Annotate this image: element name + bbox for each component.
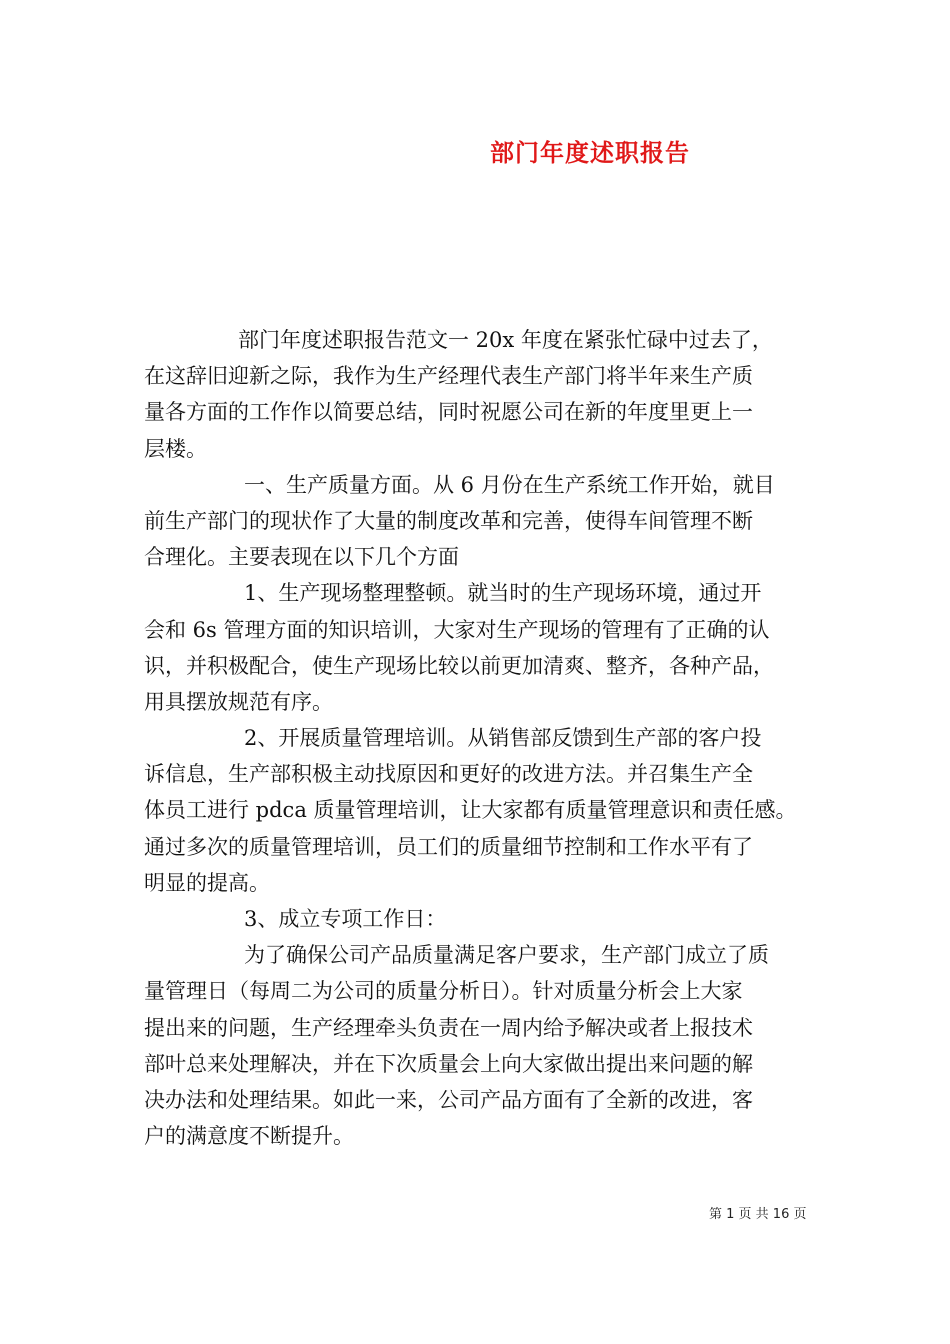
paragraph-line: 量各方面的工作作以简要总结，同时祝愿公司在新的年度里更上一 — [144, 400, 753, 425]
paragraph-line: 一、生产质量方面。从 6 月份在生产系统工作开始，就目 — [244, 472, 775, 497]
paragraph-line: 1、生产现场整理整顿。就当时的生产现场环境，通过开 — [244, 581, 762, 606]
paragraph-line: 诉信息，生产部积极主动找原因和更好的改进方法。并召集生产全 — [144, 762, 753, 787]
paragraph-line: 通过多次的质量管理培训，员工们的质量细节控制和工作水平有了 — [144, 834, 753, 859]
paragraph-line: 量管理日（每周二为公司的质量分析日）。针对质量分析会上大家 — [144, 979, 743, 1004]
paragraph-line: 在这辞旧迎新之际，我作为生产经理代表生产部门将半年来生产质 — [144, 364, 753, 389]
paragraph-line: 为了确保公司产品质量满足客户要求，生产部门成立了质 — [244, 943, 769, 968]
page-number: 第 1 页 共 16 页 — [709, 1207, 807, 1222]
paragraph-line: 部叶总来处理解决，并在下次质量会上向大家做出提出来问题的解 — [144, 1051, 753, 1076]
paragraph-line: 合理化。主要表现在以下几个方面 — [144, 545, 459, 570]
paragraph-line: 用具摆放规范有序。 — [144, 689, 333, 714]
document-title: 部门年度述职报告 — [490, 139, 690, 167]
paragraph-line: 会和 6s 管理方面的知识培训，大家对生产现场的管理有了正确的认 — [144, 617, 770, 642]
paragraph-line: 层楼。 — [144, 436, 207, 461]
paragraph-line: 体员工进行 pdca 质量管理培训，让大家都有质量管理意识和责任感。 — [144, 798, 797, 823]
paragraph-line: 识，并积极配合，使生产现场比较以前更加清爽、整齐，各种产品， — [144, 653, 774, 678]
paragraph-line: 户的满意度不断提升。 — [144, 1124, 354, 1149]
paragraph-line: 2、开展质量管理培训。从销售部反馈到生产部的客户投 — [244, 726, 762, 751]
paragraph-line: 前生产部门的现状作了大量的制度改革和完善，使得车间管理不断 — [144, 508, 753, 533]
paragraph-line: 提出来的问题，生产经理牵头负责在一周内给予解决或者上报技术 — [144, 1015, 753, 1040]
paragraph-line: 明显的提高。 — [144, 870, 270, 895]
paragraph-line: 3、成立专项工作日： — [244, 907, 447, 931]
paragraph-line: 决办法和处理结果。如此一来，公司产品方面有了全新的改进，客 — [144, 1087, 753, 1112]
paragraph-line: 部门年度述职报告范文一 20x 年度在紧张忙碌中过去了， — [238, 328, 773, 352]
document-body — [144, 322, 806, 1154]
